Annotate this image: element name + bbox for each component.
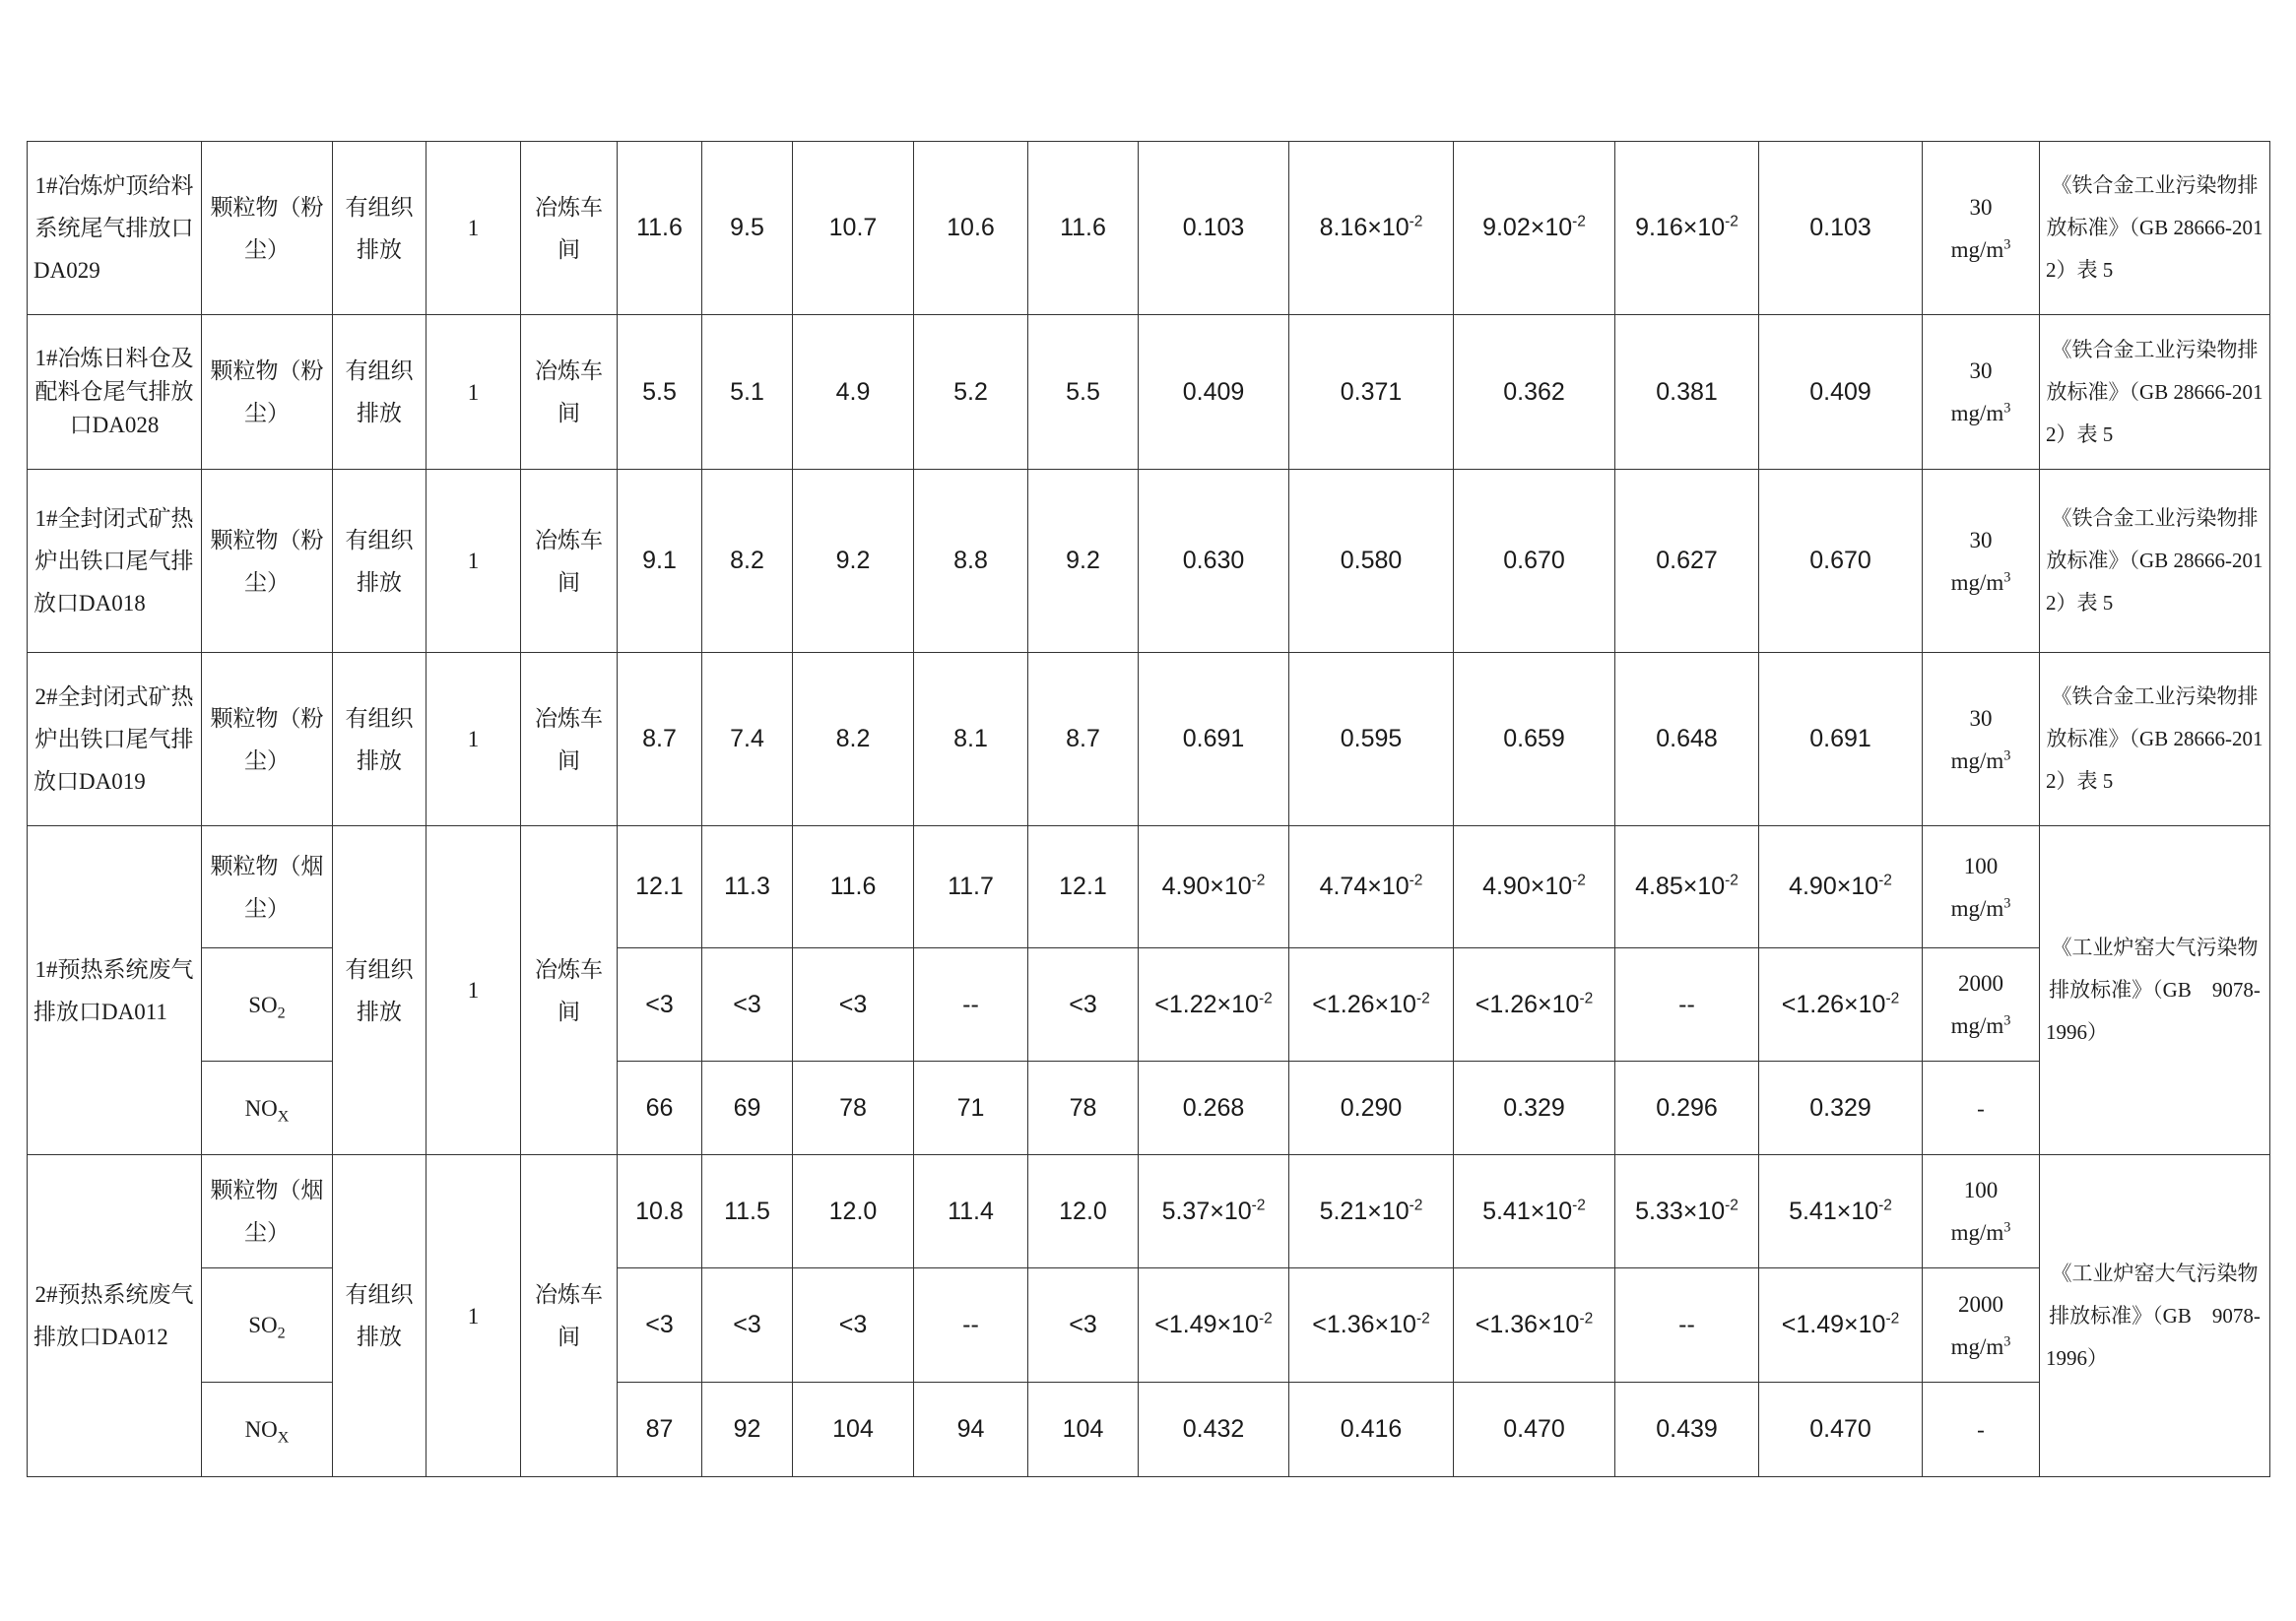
rate-3: 0.659 xyxy=(1454,653,1615,826)
conc-1: 9.1 xyxy=(618,470,702,653)
conc-max: 9.2 xyxy=(1028,470,1139,653)
rate-1: $<1.22\times 10^{-2}$ xyxy=(1139,948,1289,1062)
rate-2: $<1.36\times 10^{-2}$ xyxy=(1289,1268,1454,1383)
limit-value: 2000 $mg/m^3$ xyxy=(1923,1268,2040,1383)
pollutant-cell: $NO_X$ xyxy=(202,1062,333,1155)
rate-3: $<1.26\times 10^{-2}$ xyxy=(1454,948,1615,1062)
outlet-name: 2#全封闭式矿热炉出铁口尾气排放口DA019 xyxy=(28,653,202,826)
pollutant-cell: 颗粒物（粉尘） xyxy=(202,142,333,315)
limit-value: - xyxy=(1923,1383,2040,1477)
limit-value: - xyxy=(1923,1062,2040,1155)
outlet-name: 1#全封闭式矿热炉出铁口尾气排放口DA018 xyxy=(28,470,202,653)
conc-max: 11.6 xyxy=(1028,142,1139,315)
rate-max: $<1.49\times 10^{-2}$ xyxy=(1759,1268,1923,1383)
rate-3: 0.329 xyxy=(1454,1062,1615,1155)
conc-1: 66 xyxy=(618,1062,702,1155)
conc-3: 8.2 xyxy=(793,653,914,826)
standard-ref: 《铁合金工业污染物排放标准》（GB 28666-2012）表 5 xyxy=(2040,142,2270,315)
conc-4: 5.2 xyxy=(914,315,1028,470)
rate-4: 0.648 xyxy=(1615,653,1759,826)
rate-2: $<1.26\times 10^{-2}$ xyxy=(1289,948,1454,1062)
pollutant-cell: 颗粒物（粉尘） xyxy=(202,653,333,826)
rate-3: $<1.36\times 10^{-2}$ xyxy=(1454,1268,1615,1383)
rate-max: 0.691 xyxy=(1759,653,1923,826)
rate-1: $<1.49\times 10^{-2}$ xyxy=(1139,1268,1289,1383)
workshop: 冶炼车间 xyxy=(521,826,618,1155)
limit-value: 30 $mg/m^3$ xyxy=(1923,653,2040,826)
pollutant-cell: 颗粒物（粉尘） xyxy=(202,315,333,470)
pollutant-cell: $NO_X$ xyxy=(202,1383,333,1477)
conc-2: 11.5 xyxy=(702,1155,793,1268)
rate-max: $5.41\times 10^{-2}$ xyxy=(1759,1155,1923,1268)
outlet-count: 1 xyxy=(426,1155,521,1477)
pollutant-cell: 颗粒物（烟尘） xyxy=(202,826,333,948)
conc-max: 12.0 xyxy=(1028,1155,1139,1268)
rate-1: 0.268 xyxy=(1139,1062,1289,1155)
standard-ref: 《铁合金工业污染物排放标准》（GB 28666-2012）表 5 xyxy=(2040,653,2270,826)
conc-max: 5.5 xyxy=(1028,315,1139,470)
rate-4: 0.296 xyxy=(1615,1062,1759,1155)
rate-2: $4.74\times 10^{-2}$ xyxy=(1289,826,1454,948)
conc-2: 11.3 xyxy=(702,826,793,948)
rate-4: 0.439 xyxy=(1615,1383,1759,1477)
conc-3: 10.7 xyxy=(793,142,914,315)
conc-3: 9.2 xyxy=(793,470,914,653)
conc-4: 11.4 xyxy=(914,1155,1028,1268)
limit-value: 100 $mg/m^3$ xyxy=(1923,826,2040,948)
workshop: 冶炼车间 xyxy=(521,470,618,653)
rate-1: $4.90\times 10^{-2}$ xyxy=(1139,826,1289,948)
rate-max: 0.329 xyxy=(1759,1062,1923,1155)
pollutant-cell: $SO_2$ xyxy=(202,1268,333,1383)
rate-1: 0.691 xyxy=(1139,653,1289,826)
rate-3: 0.670 xyxy=(1454,470,1615,653)
conc-1: <3 xyxy=(618,1268,702,1383)
conc-1: 8.7 xyxy=(618,653,702,826)
emission-mode: 有组织排放 xyxy=(333,315,426,470)
rate-2: 0.416 xyxy=(1289,1383,1454,1477)
conc-2: <3 xyxy=(702,948,793,1062)
workshop: 冶炼车间 xyxy=(521,142,618,315)
conc-max: <3 xyxy=(1028,948,1139,1062)
conc-2: 92 xyxy=(702,1383,793,1477)
conc-1: 11.6 xyxy=(618,142,702,315)
emission-mode: 有组织排放 xyxy=(333,653,426,826)
emission-mode: 有组织排放 xyxy=(333,470,426,653)
rate-1: 0.432 xyxy=(1139,1383,1289,1477)
emission-monitoring-table xyxy=(27,141,2270,1477)
rate-max: $4.90\times 10^{-2}$ xyxy=(1759,826,1923,948)
rate-3: $9.02\times 10^{-2}$ xyxy=(1454,142,1615,315)
conc-4: 8.1 xyxy=(914,653,1028,826)
rate-2: 0.580 xyxy=(1289,470,1454,653)
limit-value: 30 $mg/m^3$ xyxy=(1923,315,2040,470)
pollutant-cell: 颗粒物（粉尘） xyxy=(202,470,333,653)
conc-max: 104 xyxy=(1028,1383,1139,1477)
emission-mode: 有组织排放 xyxy=(333,826,426,1155)
emission-mode: 有组织排放 xyxy=(333,142,426,315)
conc-3: 12.0 xyxy=(793,1155,914,1268)
rate-1: $5.37\times 10^{-2}$ xyxy=(1139,1155,1289,1268)
conc-3: 4.9 xyxy=(793,315,914,470)
conc-4: 94 xyxy=(914,1383,1028,1477)
workshop: 冶炼车间 xyxy=(521,1155,618,1477)
conc-2: 5.1 xyxy=(702,315,793,470)
conc-max: 12.1 xyxy=(1028,826,1139,948)
workshop: 冶炼车间 xyxy=(521,653,618,826)
rate-4: 0.381 xyxy=(1615,315,1759,470)
outlet-count: 1 xyxy=(426,470,521,653)
pollutant-cell: 颗粒物（烟尘） xyxy=(202,1155,333,1268)
limit-value: 30 $mg/m^3$ xyxy=(1923,470,2040,653)
rate-2: $5.21\times 10^{-2}$ xyxy=(1289,1155,1454,1268)
standard-ref: 《工业炉窑大气污染物排放标准》（GB 9078-1996） xyxy=(2040,826,2270,1155)
table-row xyxy=(28,1155,2270,1268)
conc-3: <3 xyxy=(793,1268,914,1383)
rate-1: 0.630 xyxy=(1139,470,1289,653)
conc-4: 10.6 xyxy=(914,142,1028,315)
rate-3: $5.41\times 10^{-2}$ xyxy=(1454,1155,1615,1268)
rate-3: $4.90\times 10^{-2}$ xyxy=(1454,826,1615,948)
rate-max: 0.670 xyxy=(1759,470,1923,653)
rate-4: 0.627 xyxy=(1615,470,1759,653)
table-row xyxy=(28,470,2270,653)
rate-1: 0.409 xyxy=(1139,315,1289,470)
rate-3: 0.362 xyxy=(1454,315,1615,470)
rate-max: 0.103 xyxy=(1759,142,1923,315)
rate-max: $<1.26\times 10^{-2}$ xyxy=(1759,948,1923,1062)
conc-2: <3 xyxy=(702,1268,793,1383)
rate-4: $4.85\times 10^{-2}$ xyxy=(1615,826,1759,948)
conc-max: 78 xyxy=(1028,1062,1139,1155)
conc-3: 11.6 xyxy=(793,826,914,948)
standard-ref: 《铁合金工业污染物排放标准》（GB 28666-2012）表 5 xyxy=(2040,315,2270,470)
conc-2: 69 xyxy=(702,1062,793,1155)
conc-3: <3 xyxy=(793,948,914,1062)
rate-2: $8.16\times 10^{-2}$ xyxy=(1289,142,1454,315)
standard-ref: 《工业炉窑大气污染物排放标准》（GB 9078-1996） xyxy=(2040,1155,2270,1477)
rate-4: -- xyxy=(1615,948,1759,1062)
conc-4: 8.8 xyxy=(914,470,1028,653)
conc-4: -- xyxy=(914,948,1028,1062)
limit-value: 30 $mg/m^3$ xyxy=(1923,142,2040,315)
rate-2: 0.290 xyxy=(1289,1062,1454,1155)
standard-ref: 《铁合金工业污染物排放标准》（GB 28666-2012）表 5 xyxy=(2040,470,2270,653)
outlet-name: 1#冶炼日料仓及配料仓尾气排放口DA028 xyxy=(28,315,202,470)
conc-2: 8.2 xyxy=(702,470,793,653)
limit-value: 2000 $mg/m^3$ xyxy=(1923,948,2040,1062)
conc-2: 7.4 xyxy=(702,653,793,826)
table-row xyxy=(28,142,2270,315)
rate-max: 0.470 xyxy=(1759,1383,1923,1477)
rate-4: $5.33\times 10^{-2}$ xyxy=(1615,1155,1759,1268)
conc-1: 12.1 xyxy=(618,826,702,948)
rate-1: 0.103 xyxy=(1139,142,1289,315)
table-row xyxy=(28,653,2270,826)
conc-3: 104 xyxy=(793,1383,914,1477)
outlet-name: 1#预热系统废气排放口DA011 xyxy=(28,826,202,1155)
conc-1: 5.5 xyxy=(618,315,702,470)
conc-1: 87 xyxy=(618,1383,702,1477)
outlet-name: 2#预热系统废气排放口DA012 xyxy=(28,1155,202,1477)
table-row xyxy=(28,315,2270,470)
rate-3: 0.470 xyxy=(1454,1383,1615,1477)
outlet-name: 1#冶炼炉顶给料系统尾气排放口DA029 xyxy=(28,142,202,315)
rate-4: $9.16\times 10^{-2}$ xyxy=(1615,142,1759,315)
outlet-count: 1 xyxy=(426,142,521,315)
conc-3: 78 xyxy=(793,1062,914,1155)
conc-4: 71 xyxy=(914,1062,1028,1155)
conc-2: 9.5 xyxy=(702,142,793,315)
outlet-count: 1 xyxy=(426,653,521,826)
conc-max: <3 xyxy=(1028,1268,1139,1383)
outlet-count: 1 xyxy=(426,315,521,470)
conc-1: 10.8 xyxy=(618,1155,702,1268)
pollutant-cell: $SO_2$ xyxy=(202,948,333,1062)
emission-mode: 有组织排放 xyxy=(333,1155,426,1477)
conc-max: 8.7 xyxy=(1028,653,1139,826)
rate-max: 0.409 xyxy=(1759,315,1923,470)
table-row xyxy=(28,826,2270,948)
rate-4: -- xyxy=(1615,1268,1759,1383)
rate-2: 0.371 xyxy=(1289,315,1454,470)
outlet-count: 1 xyxy=(426,826,521,1155)
conc-1: <3 xyxy=(618,948,702,1062)
rate-2: 0.595 xyxy=(1289,653,1454,826)
limit-value: 100 $mg/m^3$ xyxy=(1923,1155,2040,1268)
conc-4: -- xyxy=(914,1268,1028,1383)
workshop: 冶炼车间 xyxy=(521,315,618,470)
conc-4: 11.7 xyxy=(914,826,1028,948)
